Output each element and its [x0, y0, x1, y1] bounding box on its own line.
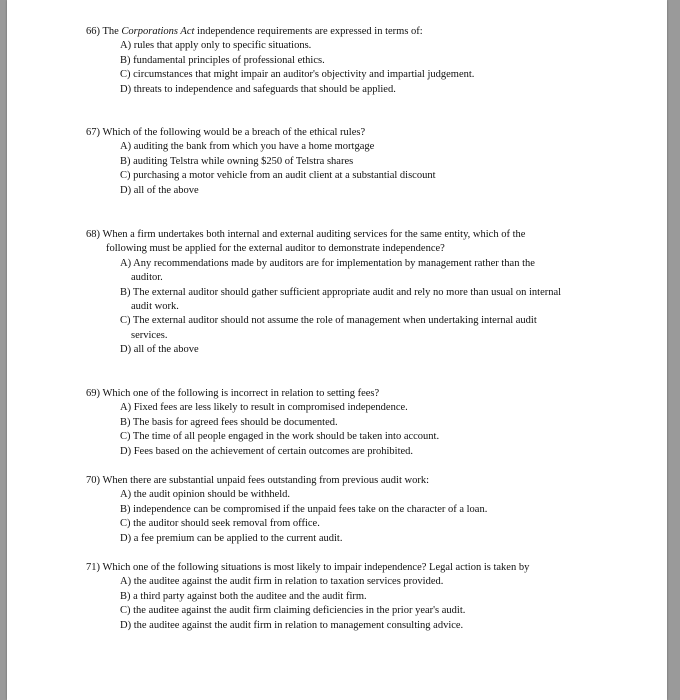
option-c: C) the auditor should seek removal from office.: [120, 518, 320, 530]
question-stem: 67) Which of the following would be a breach of the ethical rules?: [86, 127, 366, 138]
question-stem: 69) Which one of the following is incorrect in relation to setting fees?: [86, 388, 380, 399]
option-d: D) threats to independence and safeguards that should be applied.: [120, 83, 396, 95]
option-d: D) all of the above: [120, 184, 199, 196]
option-a: A) the auditee against the audit firm in relation to taxation services provided.: [120, 576, 444, 588]
option-c: C) The time of all people engaged in the work should be taken into account.: [120, 431, 440, 443]
question-70: [86, 474, 631, 546]
question-stem: 68) When a firm undertakes both internal and external auditing services for the same entity, which of the: [86, 229, 526, 240]
option-d: D) a fee premium can be applied to the current audit.: [120, 532, 343, 544]
option-b: B) The external auditor should gather sufficient appropriate audit and rely no more than usual on internal: [120, 286, 562, 298]
option-b: B) The basis for agreed fees should be documented.: [120, 416, 338, 428]
option-a: A) Any recommendations made by auditors are for implementation by management rather than the: [120, 257, 535, 269]
option-c: C) The external auditor should not assume the role of management when undertaking internal audit: [120, 315, 537, 327]
option-b: B) fundamental principles of professional ethics.: [120, 54, 325, 66]
question-69: [86, 387, 631, 459]
question-stem-cont: following must be applied for the external auditor to demonstrate independence?: [106, 243, 445, 255]
document-page: [7, 0, 667, 700]
option-c: C) circumstances that might impair an auditor's objectivity and impartial judgement.: [120, 69, 475, 81]
question-71: [86, 561, 631, 633]
option-c: C) purchasing a motor vehicle from an audit client at a substantial discount: [120, 170, 436, 182]
option-b: B) auditing Telstra while owning $250 of Telstra shares: [120, 155, 354, 167]
option-b: B) a third party against both the auditee and the audit firm.: [120, 590, 367, 602]
question-66: [86, 25, 631, 97]
option-d: D) all of the above: [120, 344, 199, 356]
option-b-cont: audit work.: [131, 301, 179, 313]
option-c: C) the auditee against the audit firm claiming deficiencies in the prior year's audit.: [120, 605, 466, 617]
question-68: [86, 228, 631, 358]
option-a: A) Fixed fees are less likely to result in compromised independence.: [120, 402, 408, 414]
option-a-cont: auditor.: [131, 272, 163, 284]
question-stem: 71) Which one of the following situations is most likely to impair independence? Legal action is taken by: [86, 562, 530, 573]
option-b: B) independence can be compromised if the unpaid fees take on the character of a loan.: [120, 503, 488, 515]
question-stem: 66) The Corporations Act independence requirements are expressed in terms of:: [86, 26, 423, 37]
question-stem: 70) When there are substantial unpaid fees outstanding from previous audit work:: [86, 475, 430, 486]
question-67: [86, 126, 631, 198]
option-a: A) rules that apply only to specific situations.: [120, 40, 312, 52]
option-a: A) auditing the bank from which you have a home mortgage: [120, 141, 375, 153]
option-c-cont: services.: [131, 329, 168, 341]
option-d: D) Fees based on the achievement of certain outcomes are prohibited.: [120, 445, 414, 457]
option-a: A) the audit opinion should be withheld.: [120, 489, 291, 501]
option-d: D) the auditee against the audit firm in relation to management consulting advice.: [120, 619, 464, 631]
